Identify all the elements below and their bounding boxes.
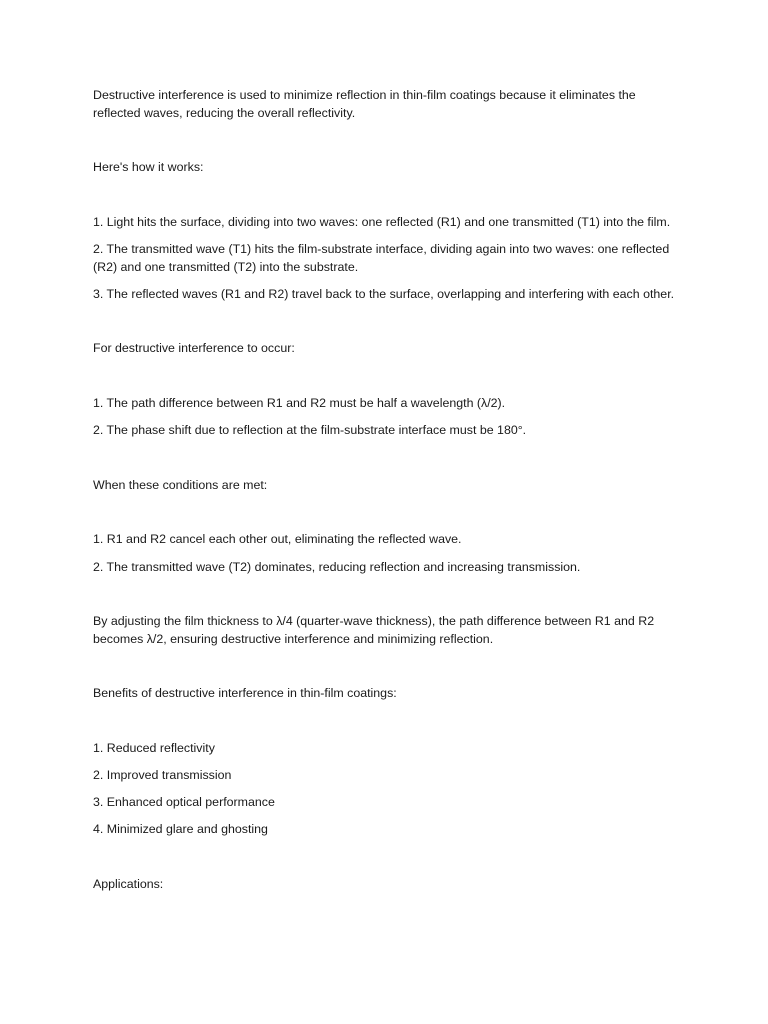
how-step-2: 2. The transmitted wave (T1) hits the film-substrate interface, dividing again into two waves: one reflected (R2) and one transmitted (T2) into the substrate. [93, 241, 670, 274]
condition-1: 1. The path difference between R1 and R2 must be half a wavelength (λ/2). [93, 395, 506, 410]
benefit-item-1: 1. Reduced reflectivity [93, 740, 215, 755]
how-step-1: 1. Light hits the surface, dividing into two waves: one reflected (R1) and one transmitted (T1) into the film. [93, 214, 671, 229]
benefit-item-3: 3. Enhanced optical performance [93, 795, 275, 810]
benefit-item-2: 2. Improved transmission [93, 768, 232, 783]
conditions-met-heading: When these conditions are met: [93, 477, 268, 492]
intro-paragraph: Destructive interference is used to minimize reflection in thin-film coatings because it eliminates the reflected waves, reducing the overall reflectivity. [93, 88, 636, 120]
conditions-heading: For destructive interference to occur: [93, 341, 295, 356]
met-item-1: 1. R1 and R2 cancel each other out, eliminating the reflected wave. [93, 532, 462, 547]
condition-2: 2. The phase shift due to reflection at the film-substrate interface must be 180°. [93, 423, 527, 438]
how-step-3: 3. The reflected waves (R1 and R2) travel back to the surface, overlapping and interfering with each other. [93, 286, 675, 301]
applications-heading: Applications: [93, 877, 164, 892]
met-item-2: 2. The transmitted wave (T2) dominates, reducing reflection and increasing transmission. [93, 559, 581, 574]
thickness-paragraph: By adjusting the film thickness to λ/4 (quarter-wave thickness), the path difference between R1 and R2 becomes λ/2, ensuring destructive interference and minimizing reflection. [93, 614, 655, 646]
benefits-heading: Benefits of destructive interference in thin-film coatings: [93, 686, 397, 701]
how-it-works-heading: Here's how it works: [93, 160, 204, 175]
benefit-item-4: 4. Minimized glare and ghosting [93, 822, 268, 837]
document-body [93, 87, 683, 894]
